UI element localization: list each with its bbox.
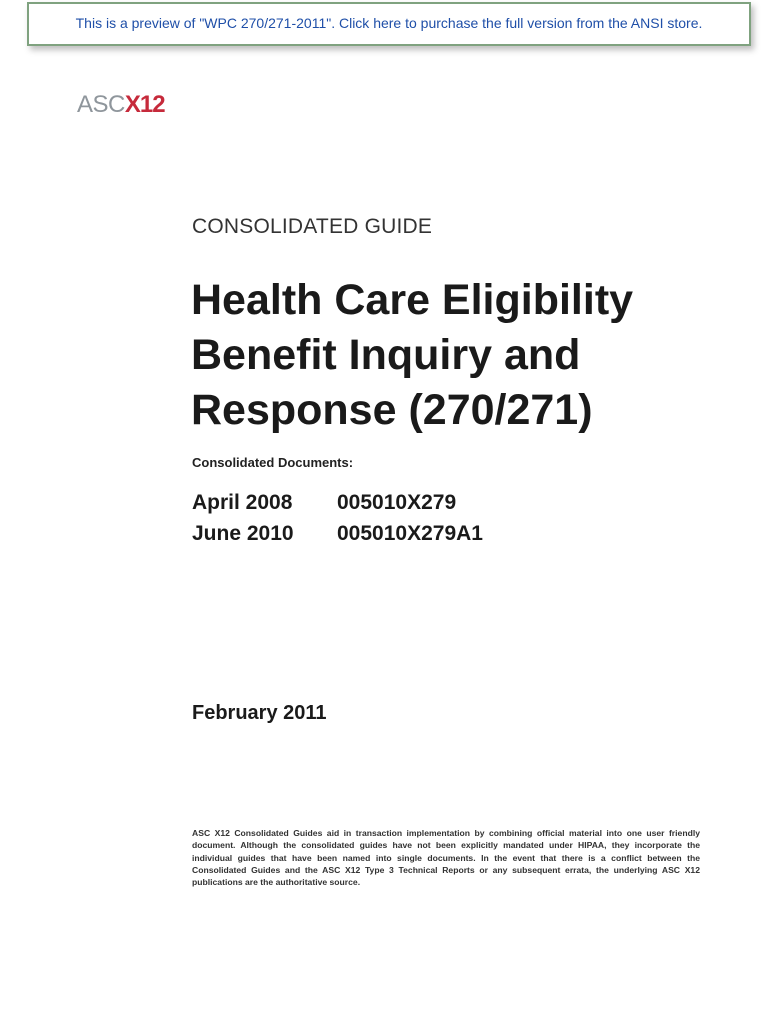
logo-asc-text: ASC xyxy=(77,91,125,118)
title-line-1: Health Care Eligibility xyxy=(191,276,634,324)
document-row xyxy=(192,487,483,518)
document-date: June 2010 xyxy=(192,521,294,545)
disclaimer-paragraph: ASC X12 Consolidated Guides aid in transaction implementation by combining official material into one user friendly document. Although the consolidated guides have not been explicitly mandated under HIPAA, they incorporate the individual guides that have been named into single documents. In the event that there is a conflict between the Consolidated Guides and the ASC X12 Type 3 Technical Reports or any subsequent errata, the underlying ASC X12 publications are the authoritative source. xyxy=(192,828,700,888)
preview-banner[interactable] xyxy=(27,2,751,46)
guide-type-label: CONSOLIDATED GUIDE xyxy=(192,215,433,238)
preview-banner-link[interactable]: This is a preview of "WPC 270/271-2011". Click here to purchase the full version from the ANSI store. xyxy=(75,15,703,31)
consolidated-documents-list xyxy=(192,487,483,549)
logo-number-text: 12 xyxy=(139,91,165,118)
title-line-3: Response (270/271) xyxy=(191,386,593,434)
document-date: April 2008 xyxy=(192,490,293,514)
document-title xyxy=(191,273,751,438)
title-line-2: Benefit Inquiry and xyxy=(191,331,581,379)
document-code: 005010X279 xyxy=(337,490,457,514)
logo-x-text: X xyxy=(124,91,140,118)
document-code: 005010X279A1 xyxy=(337,521,483,545)
publication-date: February 2011 xyxy=(192,702,327,724)
document-row xyxy=(192,518,483,549)
consolidated-documents-label: Consolidated Documents: xyxy=(192,455,354,470)
asc-x12-logo xyxy=(77,92,165,118)
